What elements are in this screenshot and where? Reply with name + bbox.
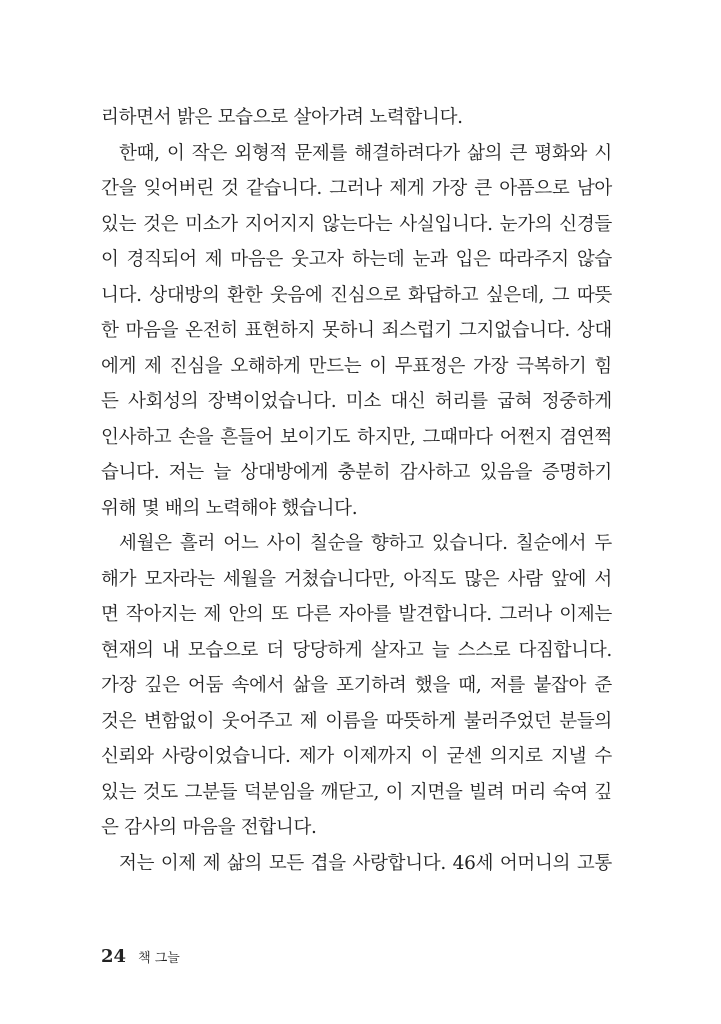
text-line: 니다. 상대방의 환한 웃음에 진심으로 화답하고 싶은데, 그 따뜻 <box>101 284 612 306</box>
running-title: 책 그늘 <box>138 951 180 966</box>
text-line: 리하면서 밝은 모습으로 살아가려 노력합니다. <box>101 107 463 128</box>
body-text <box>101 100 612 881</box>
text-line: 현재의 내 모습으로 더 당당하게 살자고 늘 스스로 다짐합니다. <box>101 639 612 661</box>
text-line: 든 사회성의 장벽이었습니다. 미소 대신 허리를 굽혀 정중하게 <box>101 391 612 412</box>
text-line: 에게 제 진심을 오해하게 만드는 이 무표정은 가장 극복하기 힘 <box>101 355 612 377</box>
text-line: 세월은 흘러 어느 사이 칠순을 향하고 있습니다. 칠순에서 두 <box>119 533 612 554</box>
text-line: 해가 모자라는 세월을 거쳤습니다만, 아직도 많은 사람 앞에 서 <box>101 568 612 590</box>
text-line: 있는 것도 그분들 덕분임을 깨닫고, 이 지면을 빌려 머리 숙여 깊 <box>101 781 612 803</box>
text-line: 면 작아지는 제 안의 또 다른 자아를 발견합니다. 그러나 이제는 <box>101 604 612 625</box>
text-line: 은 감사의 마음을 전합니다. <box>101 817 317 838</box>
text-line: 있는 것은 미소가 지어지지 않는다는 사실입니다. 눈가의 신경들 <box>101 213 612 235</box>
text-line: 것은 변함없이 웃어주고 제 이름을 따뜻하게 불러주었던 분들의 <box>101 710 612 732</box>
text-line: 간을 잊어버린 것 같습니다. 그러나 제게 가장 큰 아픔으로 남아 <box>101 178 612 199</box>
text-line: 한 마음을 온전히 표현하지 못하니 죄스럽기 그지없습니다. 상대 <box>101 320 612 341</box>
page-footer <box>101 946 180 967</box>
text-line: 저는 이제 제 삶의 모든 겹을 사랑합니다. 46세 어머니의 고통 <box>119 852 612 874</box>
text-line: 습니다. 저는 늘 상대방에게 충분히 감사하고 있음을 증명하기 <box>101 462 612 483</box>
page-number: 24 <box>101 946 127 967</box>
text-line: 인사하고 손을 흔들어 보이기도 하지만, 그때마다 어쩐지 겸연쩍 <box>101 426 612 448</box>
text-line: 가장 깊은 어둠 속에서 삶을 포기하려 했을 때, 저를 붙잡아 준 <box>101 675 612 696</box>
text-line: 이 경직되어 제 마음은 웃고자 하는데 눈과 입은 따라주지 않습 <box>101 249 612 270</box>
text-line: 한때, 이 작은 외형적 문제를 해결하려다가 삶의 큰 평화와 시 <box>119 142 612 164</box>
text-line: 신뢰와 사랑이었습니다. 제가 이제까지 이 굳센 의지로 지낼 수 <box>101 746 612 767</box>
text-line: 위해 몇 배의 노력해야 했습니다. <box>101 497 358 519</box>
